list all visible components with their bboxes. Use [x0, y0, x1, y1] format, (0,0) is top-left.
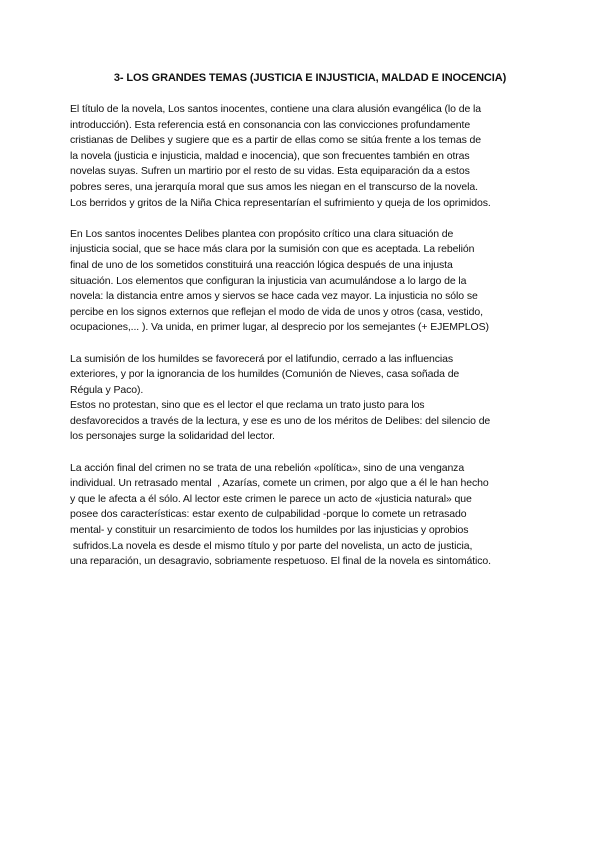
text-line: exteriores, y por la ignorancia de los humildes (Comunión de Nieves, casa soñada de — [70, 368, 460, 381]
text-line: novela: la distancia entre amos y siervos se hace cada vez mayor. La injusticia no sólo se — [70, 290, 478, 303]
text-line: y que le afecta a él sólo. Al lector este crimen le parece un acto de «justicia natural» que — [70, 492, 472, 505]
text-line: injusticia social, que se hace más clara por la sumisión con que es aceptada. La rebelión — [70, 243, 475, 256]
text-line: Estos no protestan, sino que es el lector el que reclama un trato justo para los — [70, 399, 425, 412]
text-line: la novela (justicia e injusticia, maldad e inocencia), que son frecuentes también en otras — [70, 149, 470, 162]
text-line: La sumisión de los humildes se favorecerá por el latifundio, cerrado a las influencias — [70, 352, 454, 365]
paragraph-titulo-alusion — [70, 102, 540, 211]
text-line: una reparación, un desagravio, sobriamente respetuoso. El final de la novela es sintomático. — [70, 555, 491, 568]
text-line: cristianas de Delibes y sugiere que es a partir de ellas como se sitúa frente a los temas de — [70, 134, 482, 147]
text-line: ocupaciones,... ). Va unida, en primer lugar, al desprecio por los semejantes (+ EJEMPLOS) — [70, 321, 489, 334]
text-line: El título de la novela, Los santos inocentes, contiene una clara alusión evangélica (lo de la — [70, 103, 481, 115]
document-body — [70, 102, 540, 570]
text-line: Los berridos y gritos de la Niña Chica representarían el sufrimiento y queja de los oprimidos. — [70, 196, 491, 209]
text-line: final de uno de los sometidos constituirá una reacción lógica después de una injusta — [70, 258, 453, 271]
text-line: individual. Un retrasado mental , Azarías, comete un crimen, por algo que a él le han hecho — [70, 477, 489, 490]
text-line: novelas suyas. Sufren un martirio por el resto de su vidas. Esta equiparación da a estos — [70, 165, 470, 178]
text-line: mental- y constituir un resarcimiento de todos los humildes por las injusticias y oprobios — [70, 524, 469, 537]
text-line: desfavorecidos a través de la lectura, y ese es uno de los méritos de Delibes: del silencio de — [70, 414, 491, 427]
text-line: En Los santos inocentes Delibes plantea con propósito crítico una clara situación de — [70, 227, 454, 240]
text-line: sufridos.La novela es desde el mismo título y por parte del novelista, un acto de justicia, — [70, 539, 473, 552]
text-line: percibe en los signos externos que reflejan el modo de vida de unos y otros (casa, vestido, — [70, 305, 483, 318]
text-line: situación. Los elementos que configuran la injusticia van acumulándose a lo largo de la — [70, 274, 467, 287]
text-line: posee dos características: estar exento de culpabilidad -porque lo comete un retrasado — [70, 508, 467, 521]
text-line: Régula y Paco). — [70, 383, 144, 396]
paragraph-sumision-humildes — [70, 352, 540, 446]
document-title: 3- LOS GRANDES TEMAS (JUSTICIA E INJUSTICIA, MALDAD E INOCENCIA) — [113, 72, 507, 84]
text-line: pobres seres, una jerarquía moral que sus amos les niegan en el transcurso de la novela. — [70, 180, 478, 193]
paragraph-injusticia-social — [70, 227, 540, 336]
text-line: los personajes surge la solidaridad del lector. — [70, 430, 275, 443]
text-line: La acción final del crimen no se trata de una rebelión «política», sino de una venganza — [70, 461, 465, 474]
text-line: introducción). Esta referencia está en consonancia con las convicciones profundamente — [70, 118, 471, 131]
paragraph-accion-final — [70, 461, 540, 570]
